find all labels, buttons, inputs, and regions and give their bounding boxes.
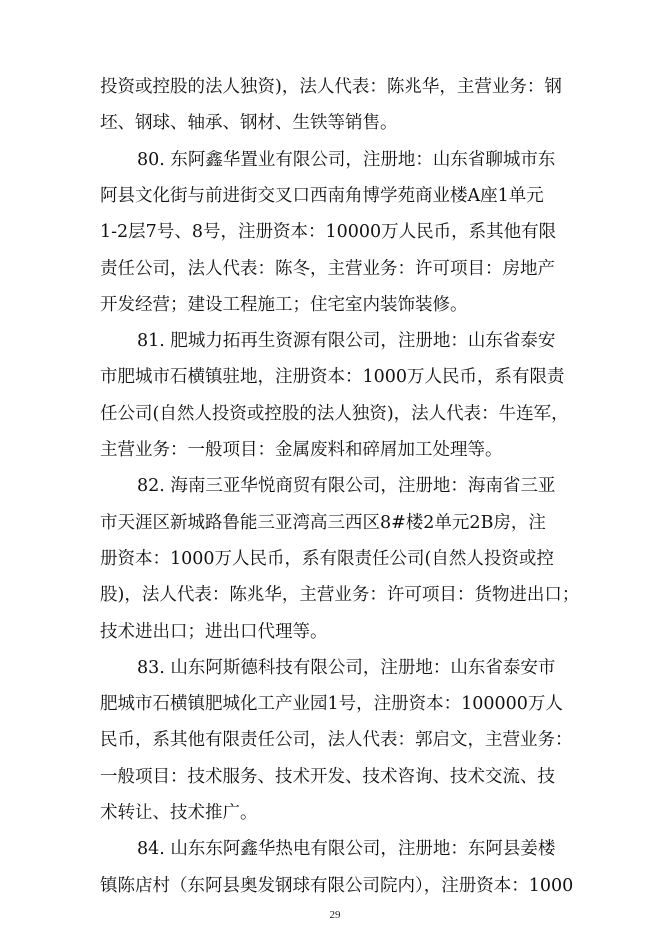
text-line-21: 术转让、技术推广。 [100, 803, 258, 823]
text-line-11: 主营业务：一般项目：金属废料和碎屑加工处理等。 [100, 440, 503, 460]
text-line-15: 股)，法人代表：陈兆华，主营业务：许可项目：货物进出口； [100, 585, 580, 606]
text-line-12: 82. 海南三亚华悦商贸有限公司，注册地：海南省三亚 [137, 476, 556, 497]
text-line-14: 册资本：1000万人民币，系有限责任公司(自然人投资或控 [100, 548, 554, 569]
page-number: 29 [329, 909, 341, 921]
text-line-17: 83. 山东阿斯德科技有限公司，注册地：山东省泰安市 [137, 657, 556, 678]
text-line-8: 81. 肥城力拓再生资源有限公司，注册地：山东省泰安 [137, 331, 556, 352]
text-line-20: 一般项目：技术服务、技术开发、技术咨询、技术交流、技 [100, 766, 555, 787]
text-line-4: 阿县文化街与前进街交叉口西南角博学苑商业楼A座1单元 [100, 185, 544, 206]
text-line-7: 开发经营；建设工程施工；住宅室内装饰装修。 [100, 294, 468, 315]
text-line-9: 市肥城市石横镇驻地，注册资本：1000万人民币，系有限责 [100, 367, 565, 388]
text-line-23: 镇陈店村（东阿县奥发钢球有限公司院内），注册资本：1000 [100, 875, 574, 896]
text-line-1: 投资或控股的法人独资)，法人代表：陈兆华，主营业务：钢 [100, 77, 562, 97]
text-line-6: 责任公司，法人代表：陈冬，主营业务：许可项目：房地产 [100, 258, 555, 279]
text-line-2: 坯、钢球、轴承、钢材、生铁等销售。 [100, 113, 398, 134]
text-line-19: 民币，系其他有限责任公司，法人代表：郭启文，主营业务： [100, 730, 573, 751]
text-line-13: 市天涯区新城路鲁能三亚湾高三西区8#楼2单元2B房，注 [100, 512, 546, 533]
text-line-16: 技术进出口；进出口代理等。 [100, 621, 328, 642]
text-line-5: 1-2层7号、8号，注册资本：10000万人民币，系其他有限 [100, 222, 557, 243]
text-line-3: 80. 东阿鑫华置业有限公司，注册地：山东省聊城市东 [137, 149, 556, 170]
text-line-18: 肥城市石横镇肥城化工产业园1号，注册资本：100000万人 [100, 694, 563, 715]
text-line-10: 任公司(自然人投资或控股的法人独资)，法人代表：牛连军， [100, 403, 569, 424]
text-line-22: 84. 山东东阿鑫华热电有限公司，注册地：东阿县姜楼 [137, 839, 556, 860]
